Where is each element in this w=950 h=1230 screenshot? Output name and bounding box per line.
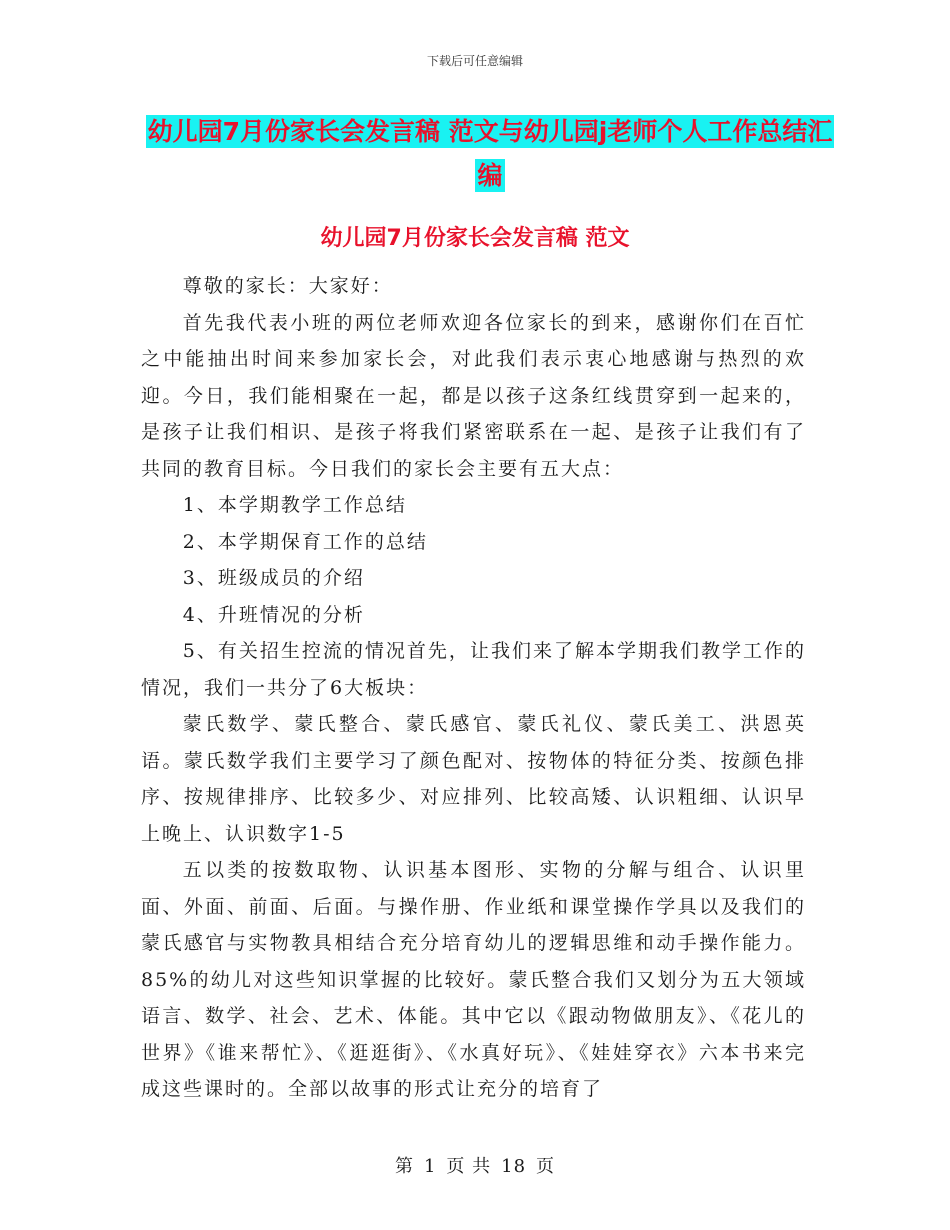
page-number: 1 xyxy=(423,1156,437,1177)
list-item-3: 3、班级成员的介绍 xyxy=(182,567,365,589)
document-title-text: 幼儿园7月份家长会发言稿 范文与幼儿园j老师个人工作总结汇编 xyxy=(147,117,833,190)
page-label-prefix: 第 xyxy=(394,1156,414,1177)
paragraph-greeting: 尊敬的家长：大家好： xyxy=(182,275,393,297)
paragraph-activities: 五以类的按数取物、认识基本图形、实物的分解与组合、认识里面、外面、前面、后面。与操作册、作业纸和课堂操作学具以及我们的蒙氏感官与实物教具相结合充分培育幼儿的逻辑思维和动手操作能力。85%的幼儿对这些知识掌握的比较好。蒙氏整合我们又划分为五大领域语言、数学、社会、艺术、体能。其中它以《跟动物做朋友》、《花儿的世界》《谁来帮忙》、《逛逛街》、《水真好玩》、《娃娃穿衣》六本书来完成这些课时的。全部以故事的形式让充分的培育了 xyxy=(141,859,806,1100)
list-item-4: 4、升班情况的分析 xyxy=(182,603,365,626)
list-item-5: 5、有关招生控流的情况首先，让我们来了解本学期我们教学工作的情况，我们一共分了6大板块： xyxy=(141,640,806,699)
header-note: 下载后可任意编辑 xyxy=(426,54,523,68)
section-title: 幼儿园7月份家长会发言稿 范文 xyxy=(320,226,630,251)
page-label-suffix: 页 xyxy=(536,1156,556,1177)
list-item-2: 2、本学期保育工作的总结 xyxy=(182,530,428,553)
list-item-1: 1、本学期教学工作总结 xyxy=(182,494,407,516)
paragraph-intro: 首先我代表小班的两位老师欢迎各位家长的到来，感谢你们在百忙之中能抽出时间来参加家长会，对此我们表示衷心地感谢与热烈的欢迎。今日，我们能相聚在一起，都是以孩子这条红线贯穿到一起来的，是孩子让我们相识、是孩子将我们紧密联系在一起、是孩子让我们有了共同的教育目标。今日我们的家长会主要有五大点： xyxy=(141,311,806,480)
page-label-mid: 页 共 xyxy=(446,1156,492,1177)
paragraph-subjects: 蒙氏数学、蒙氏整合、蒙氏感官、蒙氏礼仪、蒙氏美工、洪恩英语。蒙氏数学我们主要学习了颜色配对、按物体的特征分类、按颜色排序、按规律排序、比较多少、对应排列、比较高矮、认识粗细、认识早上晚上、认识数字1-5 xyxy=(141,713,806,845)
page-footer xyxy=(0,1152,950,1178)
total-pages: 18 xyxy=(501,1156,527,1177)
document-body xyxy=(141,268,806,1108)
document-title xyxy=(140,110,840,198)
